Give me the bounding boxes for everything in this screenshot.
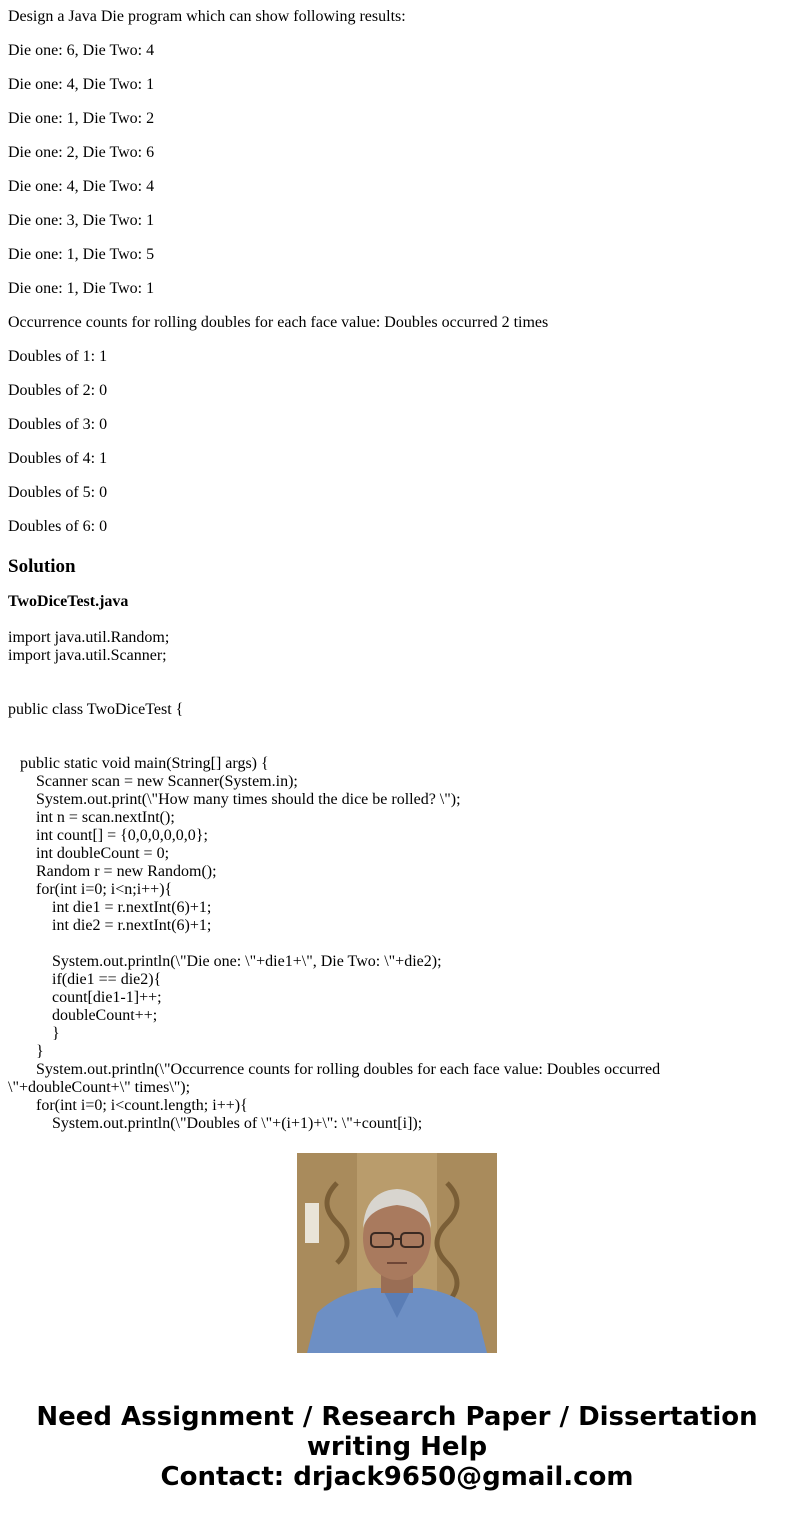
result-line: Die one: 4, Die Two: 4 bbox=[8, 178, 155, 195]
code-line: if(die1 == die2){ bbox=[8, 971, 162, 988]
result-line: Die one: 1, Die Two: 1 bbox=[8, 280, 155, 297]
code-line: doubleCount++; bbox=[8, 1007, 158, 1024]
result-line: Die one: 4, Die Two: 1 bbox=[8, 76, 155, 93]
code-line: System.out.println(\"Occurrence counts for rolling doubles for each face value: Doubles occurred bbox=[8, 1061, 661, 1078]
code-line: int n = scan.nextInt(); bbox=[8, 809, 175, 826]
result-line: Doubles of 4: 1 bbox=[8, 450, 108, 467]
code-line: for(int i=0; i<count.length; i++){ bbox=[8, 1097, 248, 1114]
code-line: count[die1-1]++; bbox=[8, 989, 162, 1006]
result-line: Doubles of 2: 0 bbox=[8, 382, 108, 399]
footer-contact: Contact: drjack9650@gmail.com bbox=[160, 1462, 634, 1492]
file-name-heading: TwoDiceTest.java bbox=[8, 593, 129, 610]
code-line: int doubleCount = 0; bbox=[8, 845, 170, 862]
code-line bbox=[8, 719, 778, 737]
code-line: import java.util.Scanner; bbox=[8, 647, 167, 664]
code-line: } bbox=[8, 1043, 44, 1060]
solution-heading: Solution bbox=[8, 556, 76, 577]
code-line: int die1 = r.nextInt(6)+1; bbox=[8, 899, 212, 916]
code-line: public class TwoDiceTest { bbox=[8, 701, 184, 718]
author-portrait-image bbox=[297, 1153, 497, 1353]
code-line: import java.util.Random; bbox=[8, 629, 170, 646]
result-line: Die one: 3, Die Two: 1 bbox=[8, 212, 155, 229]
code-line bbox=[8, 935, 778, 953]
result-line: Doubles of 6: 0 bbox=[8, 518, 108, 535]
result-line: Doubles of 5: 0 bbox=[8, 484, 108, 501]
result-line: Die one: 1, Die Two: 5 bbox=[8, 246, 155, 263]
question-section bbox=[8, 0, 778, 611]
result-line: Doubles of 1: 1 bbox=[8, 348, 108, 365]
result-line: Die one: 6, Die Two: 4 bbox=[8, 42, 155, 59]
question-intro: Design a Java Die program which can show following results: bbox=[8, 8, 406, 25]
code-line: for(int i=0; i<n;i++){ bbox=[8, 881, 173, 898]
footer-line: writing Help bbox=[306, 1432, 488, 1462]
code-block bbox=[8, 629, 778, 1132]
code-line: System.out.println(\"Doubles of \"+(i+1)+\": \"+count[i]); bbox=[8, 1115, 423, 1132]
code-line bbox=[8, 665, 778, 683]
code-line bbox=[8, 683, 778, 701]
result-line: Doubles of 3: 0 bbox=[8, 416, 108, 433]
code-line: int die2 = r.nextInt(6)+1; bbox=[8, 917, 212, 934]
footer-line: Need Assignment / Research Paper / Dissertation bbox=[36, 1402, 758, 1432]
code-line: public static void main(String[] args) { bbox=[8, 755, 269, 772]
result-line: Occurrence counts for rolling doubles for each face value: Doubles occurred 2 times bbox=[8, 314, 549, 331]
code-line bbox=[8, 737, 778, 755]
result-line: Die one: 1, Die Two: 2 bbox=[8, 110, 155, 127]
code-line: Scanner scan = new Scanner(System.in); bbox=[8, 773, 298, 790]
author-avatar bbox=[297, 1153, 497, 1353]
code-line: } bbox=[8, 1025, 60, 1042]
footer-banner bbox=[0, 1402, 794, 1492]
code-line: Random r = new Random(); bbox=[8, 863, 217, 880]
code-line: \"+doubleCount+\" times\"); bbox=[8, 1079, 191, 1096]
code-line: System.out.print(\"How many times should the dice be rolled? \"); bbox=[8, 791, 461, 808]
result-line: Die one: 2, Die Two: 6 bbox=[8, 144, 155, 161]
code-line: System.out.println(\"Die one: \"+die1+\", Die Two: \"+die2); bbox=[8, 953, 442, 970]
code-line: int count[] = {0,0,0,0,0,0}; bbox=[8, 827, 208, 844]
